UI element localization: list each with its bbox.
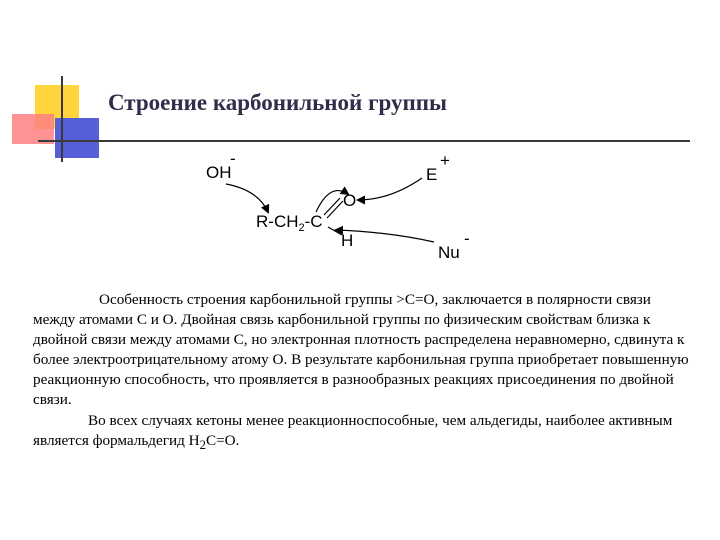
nu-charge: - [464, 229, 470, 248]
oh-charge: - [230, 150, 236, 168]
page-title: Строение карбонильной группы [108, 90, 447, 115]
decor-vertical-line [61, 76, 63, 162]
arrow-o-to-e [358, 178, 422, 200]
c-h-bond [328, 227, 342, 235]
nu-label: Nu [438, 243, 460, 262]
carbonyl-scheme [190, 150, 490, 265]
title-underline [38, 140, 690, 142]
paragraph-2: Во всех случаях кетоны менее реакционноспособные, чем альдегиды, наиболее активным является формальдегид $Н_2С=О$. [33, 411, 673, 452]
rch2c-label: $R-CH_2-C$ [256, 212, 323, 234]
oh-label: OH [206, 163, 232, 182]
h-label: H [341, 231, 354, 250]
arrow-oh-to-c [226, 184, 268, 212]
paragraph-1: Особенность строения карбонильной группы >С=О, заключается в полярности связи между атомами С и О. Двойная связь карбонильной группы по физическим свойствам близка к двойной связи между атомами С, но электронная плотность распределена неравномерно, сдвинута к более электроотрицательному атому О. В результате карбонильная группа приобретает повышенную реакционную способность, что проявляется в разнообразных реакциях присоединения по двойной связи. [33, 291, 689, 409]
e-charge: + [440, 151, 450, 170]
o-label: O [343, 191, 357, 210]
body-text [33, 290, 695, 455]
e-label: E [426, 165, 438, 184]
